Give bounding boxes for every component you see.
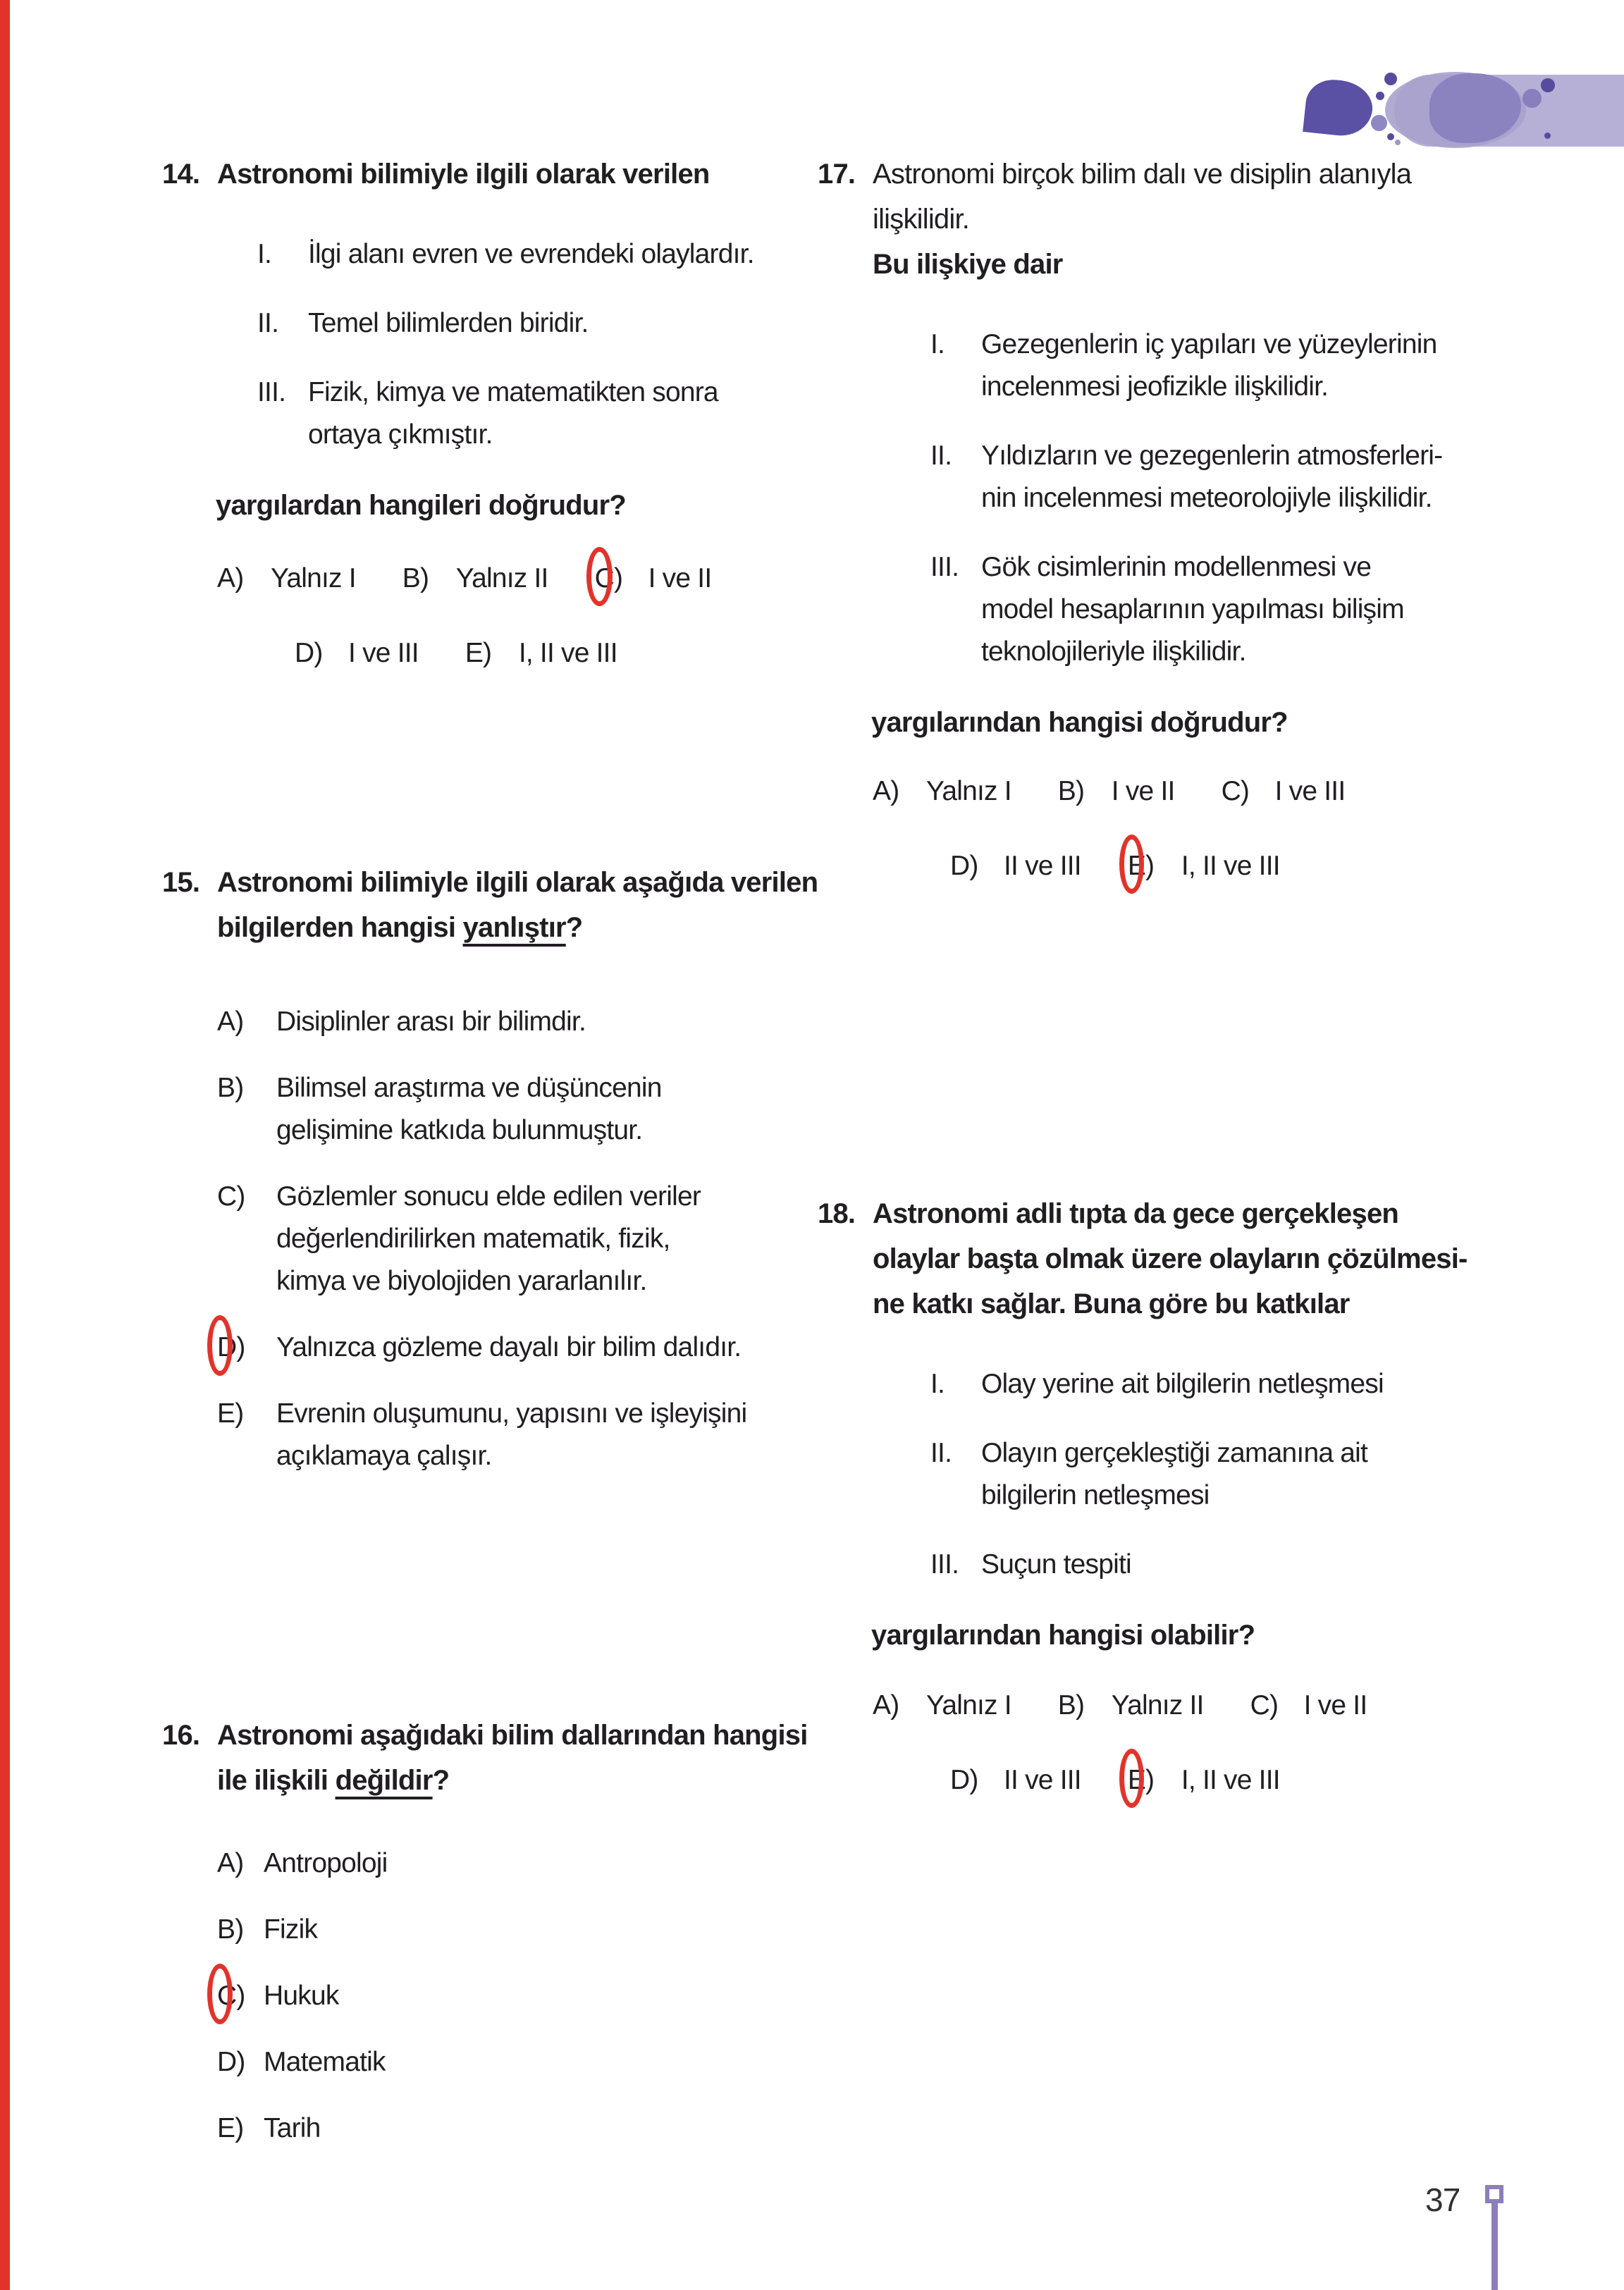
- option-letter: D): [950, 851, 978, 881]
- question-stem: yargılardan hangileri doğrudur?: [216, 490, 626, 521]
- question-15: [162, 860, 825, 1501]
- teardrop-icon: [1303, 77, 1375, 139]
- option-b: [217, 1067, 825, 1152]
- statement-item: [257, 302, 811, 345]
- option-text: Tarih: [264, 2113, 321, 2143]
- options-row: [295, 632, 811, 675]
- question-stem: yargılarından hangisi olabilir?: [871, 1620, 1255, 1651]
- option-letter: C): [1250, 1690, 1279, 1720]
- option-c: [1222, 770, 1346, 813]
- statement-text: Olayın gerçekleştiği zamanına ait: [981, 1438, 1368, 1468]
- footer-vertical-line: [1491, 2203, 1498, 2290]
- statement-text: Gök cisimlerinin modellenmesi ve: [981, 552, 1372, 582]
- question-17-heading: [818, 152, 1494, 287]
- option-c-circled: [217, 1975, 825, 2017]
- option-text: Fizik: [264, 1914, 318, 1945]
- question-title: Astronomi bilimiyle ilgili olarak verilen: [217, 159, 710, 190]
- option-letter: B): [1057, 776, 1085, 806]
- question-14-heading: [162, 152, 811, 197]
- option-letter: D): [950, 1765, 978, 1795]
- option-b: [1058, 770, 1175, 813]
- option-text: Yalnız I: [926, 776, 1011, 806]
- option-letter: A): [217, 1848, 244, 1878]
- question-18: [818, 1191, 1501, 1802]
- statement-item: [930, 324, 1494, 408]
- option-b: [217, 1909, 825, 1951]
- answer-circle: E): [1128, 845, 1154, 887]
- statement-text: İlgi alanı evren ve evrendeki olaylardır.: [308, 239, 754, 269]
- statement-numeral: III.: [930, 1549, 959, 1580]
- statement-list: [930, 1363, 1501, 1586]
- page-number: 37: [1425, 2181, 1460, 2218]
- option-text: Disiplinler arası bir bilimdir.: [276, 1007, 586, 1037]
- statement-item: [930, 546, 1494, 673]
- options-row: [873, 770, 1494, 813]
- option-text: I ve II: [1303, 1690, 1367, 1720]
- question-17: [818, 152, 1494, 887]
- statement-text: Temel bilimlerden biridir.: [308, 308, 589, 338]
- option-e: [465, 632, 617, 675]
- option-letter: A): [217, 563, 244, 593]
- statement-item: [930, 1363, 1501, 1405]
- decor-dot: [1541, 78, 1555, 92]
- option-c: [217, 1176, 825, 1303]
- option-d: [295, 632, 419, 675]
- question-number: 15.: [162, 867, 200, 898]
- option-letter: B): [402, 563, 429, 593]
- option-letter: A): [217, 1007, 244, 1037]
- statement-item: [930, 435, 1494, 519]
- question-number: 17.: [818, 159, 856, 190]
- statement-text: bilgilerin netleşmesi: [981, 1480, 1210, 1510]
- decor-dot: [1371, 115, 1387, 131]
- decor-dot: [1376, 92, 1384, 100]
- option-text: Hukuk: [264, 1981, 339, 2011]
- option-e-circled: [1128, 845, 1280, 887]
- option-text: Yalnızca gözleme dayalı bir bilim dalıdır.: [276, 1332, 742, 1362]
- option-text: Yalnız II: [1111, 1690, 1204, 1720]
- option-d: [217, 2041, 825, 2083]
- statement-text: model hesaplarının yapılması bilişim: [981, 594, 1404, 624]
- answer-circle: E): [1128, 1759, 1154, 1802]
- option-text: I, II ve III: [518, 638, 617, 668]
- option-d: [950, 1759, 1081, 1802]
- option-text: II ve III: [1004, 851, 1081, 881]
- statement-text: ortaya çıkmıştır.: [308, 419, 493, 450]
- option-c: [1250, 1685, 1367, 1727]
- question-16: [162, 1713, 825, 2174]
- option-e: [217, 1393, 825, 1477]
- statement-text: nin incelenmesi meteorolojiyle ilişkilidir.: [981, 483, 1432, 513]
- options-row: [873, 1685, 1501, 1727]
- statement-numeral: I.: [930, 1369, 945, 1399]
- option-letter: E): [217, 1398, 244, 1429]
- statement-text: Suçun tespiti: [981, 1549, 1131, 1580]
- question-title: bilgilerden hangisi yanlıştır?: [217, 912, 583, 943]
- option-text: Matematik: [264, 2047, 386, 2077]
- option-text: gelişimine katkıda bulunmuştur.: [276, 1115, 643, 1145]
- option-letter: D): [295, 638, 323, 668]
- option-letter: B): [217, 1073, 244, 1103]
- answer-circle: C): [217, 1975, 245, 2017]
- option-letter: C): [217, 1181, 245, 1212]
- option-b: [402, 558, 548, 600]
- statement-numeral: II.: [930, 1438, 952, 1468]
- option-text: I ve II: [648, 563, 712, 593]
- options-row: [950, 845, 1494, 887]
- decor-dot: [1384, 73, 1397, 85]
- underlined-word: yanlıştır: [462, 912, 566, 943]
- statement-item: [257, 233, 811, 276]
- option-text: I ve II: [1111, 776, 1175, 806]
- question-15-heading: [162, 860, 825, 950]
- option-letter: C): [1221, 776, 1250, 806]
- statement-text: teknolojileriyle ilişkilidir.: [981, 636, 1246, 667]
- option-text: Evrenin oluşumunu, yapısını ve işleyişini: [276, 1398, 747, 1429]
- option-text: Yalnız II: [455, 563, 548, 593]
- left-edge-red-strip: [0, 0, 10, 2290]
- statement-numeral: II.: [930, 441, 952, 471]
- option-text: değerlendirilirken matematik, fizik,: [276, 1224, 670, 1254]
- statement-list: [257, 233, 811, 456]
- statement-text: Olay yerine ait bilgilerin netleşmesi: [981, 1369, 1384, 1399]
- statement-numeral: II.: [257, 308, 279, 338]
- option-text: I ve III: [1274, 776, 1346, 806]
- question-title: Astronomi bilimiyle ilgili olarak aşağıda verilen: [217, 867, 818, 898]
- answer-circle: C): [595, 558, 623, 600]
- footer-square-marker: [1485, 2185, 1503, 2203]
- options-row: [950, 1759, 1501, 1802]
- statement-numeral: I.: [930, 329, 945, 359]
- option-text: kimya ve biyolojiden yararlanılır.: [276, 1266, 647, 1296]
- option-text: Yalnız I: [271, 563, 356, 593]
- option-text: II ve III: [1004, 1765, 1081, 1795]
- option-a: [873, 1685, 1011, 1727]
- option-e: [217, 2107, 825, 2150]
- statement-text: Gezegenlerin iç yapıları ve yüzeylerinin: [981, 329, 1437, 359]
- option-letter: A): [873, 776, 899, 806]
- question-intro: ilişkilidir.: [873, 204, 970, 235]
- option-list: [217, 1001, 825, 1477]
- question-intro-bold: Bu ilişkiye dair: [873, 249, 1063, 280]
- statement-list: [930, 324, 1494, 673]
- decor-dot: [1395, 140, 1401, 145]
- option-text: açıklamaya çalışır.: [276, 1441, 492, 1471]
- option-text: Antropoloji: [264, 1848, 388, 1878]
- underlined-word: değildir: [335, 1765, 433, 1796]
- question-14: [162, 152, 811, 675]
- option-letter: B): [1057, 1690, 1085, 1720]
- option-a: [873, 770, 1011, 813]
- question-stem: yargılarından hangisi doğrudur?: [871, 707, 1288, 738]
- option-c-circled: [595, 558, 712, 600]
- statement-item: [257, 371, 811, 456]
- option-d-circled: [217, 1326, 825, 1369]
- option-letter: D): [217, 2047, 245, 2077]
- option-letter: A): [873, 1690, 899, 1720]
- decor-dot: [1387, 133, 1394, 140]
- question-number: 18.: [818, 1198, 856, 1229]
- statement-text: incelenmesi jeofizikle ilişkilidir.: [981, 371, 1329, 402]
- option-e-circled: [1128, 1759, 1280, 1802]
- question-number: 16.: [162, 1720, 200, 1751]
- question-title: olaylar başta olmak üzere olayların çözülmesi-: [873, 1243, 1468, 1274]
- question-number: 14.: [162, 159, 200, 190]
- options-row: [217, 558, 811, 600]
- option-a: [217, 1001, 825, 1043]
- question-16-heading: [162, 1713, 825, 1803]
- option-a: [217, 1842, 825, 1885]
- option-d: [950, 845, 1081, 887]
- option-text: Gözlemler sonucu elde edilen veriler: [276, 1181, 701, 1212]
- option-text: I, II ve III: [1181, 1765, 1280, 1795]
- statement-numeral: III.: [257, 377, 286, 407]
- question-title: ne katkı sağlar. Buna göre bu katkılar: [873, 1288, 1350, 1319]
- statement-item: [930, 1544, 1501, 1586]
- statement-item: [930, 1432, 1501, 1517]
- statement-text: Yıldızların ve gezegenlerin atmosferleri-: [981, 441, 1443, 471]
- question-title: Astronomi adli tıpta da gece gerçekleşen: [873, 1198, 1399, 1229]
- question-18-heading: [818, 1191, 1501, 1326]
- question-title: Astronomi aşağıdaki bilim dallarından hangisi: [217, 1720, 808, 1751]
- option-a: [217, 558, 356, 600]
- option-text: Bilimsel araştırma ve düşüncenin: [276, 1073, 662, 1103]
- statement-numeral: III.: [930, 552, 959, 582]
- decor-dot: [1544, 133, 1551, 139]
- answer-circle: D): [217, 1326, 245, 1369]
- option-letter: E): [465, 638, 492, 668]
- option-letter: B): [217, 1914, 244, 1945]
- decor-dot: [1522, 89, 1542, 108]
- statement-numeral: I.: [257, 239, 272, 269]
- option-b: [1058, 1685, 1204, 1727]
- statement-text: Fizik, kimya ve matematikten sonra: [308, 377, 718, 407]
- option-text: Yalnız I: [926, 1690, 1011, 1720]
- option-list: [217, 1842, 825, 2150]
- question-title: ile ilişkili değildir?: [217, 1765, 450, 1796]
- option-text: I, II ve III: [1181, 851, 1280, 881]
- option-text: I ve III: [348, 638, 419, 668]
- question-intro: Astronomi birçok bilim dalı ve disiplin alanıyla: [873, 159, 1412, 190]
- option-letter: E): [217, 2113, 244, 2143]
